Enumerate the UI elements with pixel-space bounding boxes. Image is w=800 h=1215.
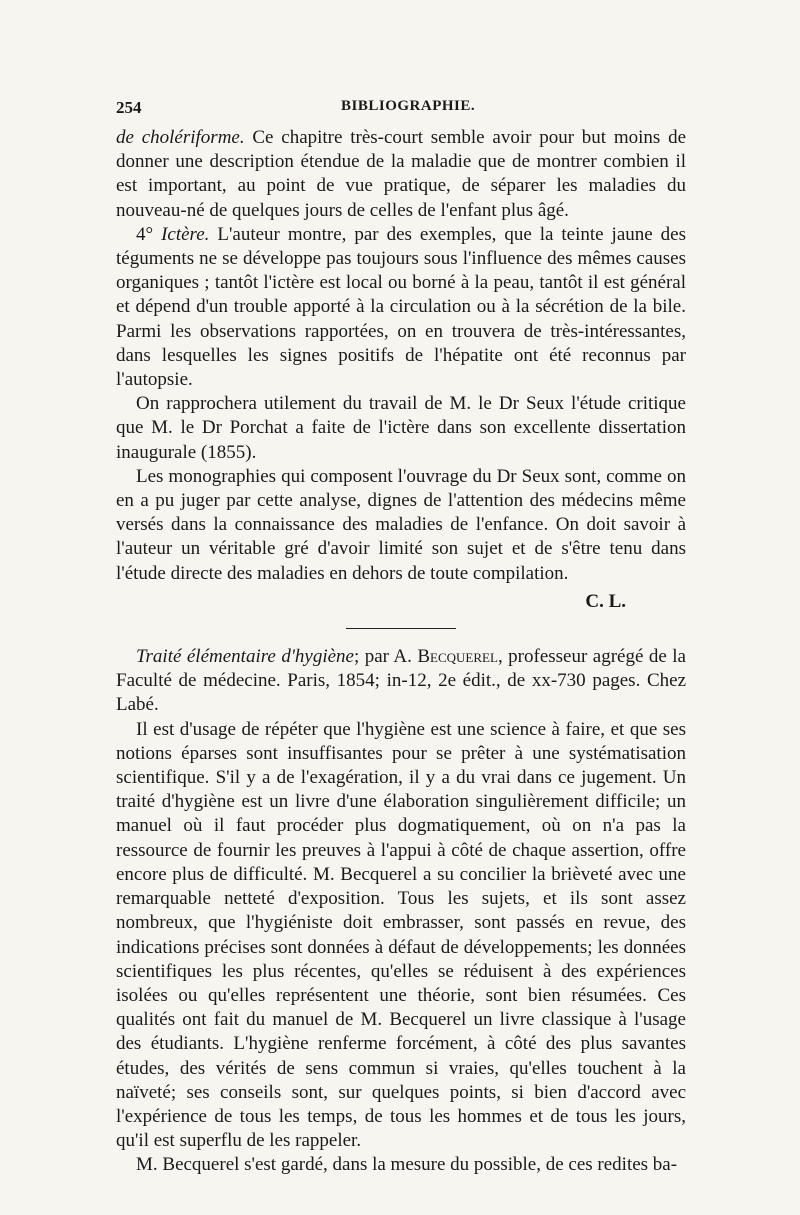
review2-paragraph-2: M. Becquerel s'est gardé, dans la mesure du possible, de ces redites ba- <box>136 1154 678 1176</box>
review1-paragraph-1-text: Ce chapitre très-court semble avoir pour but moins de donner une description étendue de la maladie que de montrer combien il est important, au point de vue pratique, de séparer les maladies du nouveau-né de quelques jours de celles de l'enfant plus âgé. <box>116 127 687 221</box>
review1-paragraph-1 <box>116 126 686 223</box>
running-title: BIBLIOGRAPHIE. <box>341 98 476 114</box>
review1-signature: C. L. <box>585 590 626 612</box>
section-number: 4° <box>136 223 162 245</box>
review1-paragraph-3: On rapprochera utilement du travail de M. le Dr Seux l'étude critique que M. le Dr Porchat a faite de l'ictère dans son excellente dissertation inaugurale (1855). <box>116 393 686 463</box>
publication-details: , professeur agrégé de la Faculté de médecine. Paris, 1854; in-12, 2e édit., de xx-730 pages. Chez Labé. <box>116 646 686 716</box>
body-text <box>116 126 686 1178</box>
term-choleriforme: de cholériforme. <box>116 127 245 148</box>
review1-paragraph-2 <box>116 223 686 392</box>
review1-paragraph-2-text: L'auteur montre, par des exemples, que la teinte jaune des téguments ne se développe pas toujours sous l'influence des mêmes causes organiques ; tantôt l'ictère est local ou borné à la peau, tantôt il est général et dépend d'un trouble apporté à la circulation ou à la sécrétion de la bile. Parmi les observations rapportées, on en trouvera de très-intéressantes, dans lesquelles les signes positifs de l'hépatite ont été reconnus par l'autopsie. <box>116 223 686 391</box>
review1-paragraph-4: Les monographies qui composent l'ouvrage du Dr Seux sont, comme on en a pu juger par cette analyse, dignes de l'attention des médecins même versés dans la connaissance des maladies de l'enfance. On doit savoir à l'auteur un véritable gré d'avoir limité son sujet et de s'être tenu dans l'étude directe des maladies en dehors de toute compilation. <box>116 465 686 584</box>
term-ictere: Ictère. <box>161 223 210 245</box>
book-title: Traité élémentaire d'hygiène <box>136 646 354 668</box>
page-header <box>116 98 686 124</box>
review2-bibliographic-entry <box>116 645 686 718</box>
review2-paragraph-1: Il est d'usage de répéter que l'hygiène est une science à faire, et que ses notions éparses sont insuffisantes pour se prêter à une systématisation scientifique. S'il y a de l'exagération, il y a du vrai dans ce jugement. Un traité d'hygiène est un livre d'une élaboration singulièrement difficile; un manuel où il faut procéder plus dogmatiquement, où on n'a pas la ressource de fournir les preuves à l'appui à côté de chaque assertion, offre encore plus de difficulté. M. Becquerel a su concilier la brièveté avec une remarquable netteté d'exposition. Tous les sujets, et ils sont assez nombreux, que l'hygiéniste doit embrasser, sont passés en revue, des indications précises sont données à défaut de développements; les données scientifiques les plus récentes, qu'elles se réduisent à des expériences isolées ou qu'elles représentent une théorie, sont bien résumées. Ces qualités ont fait du manuel de M. Becquerel un livre classique à l'usage des étudiants. L'hygiène renferme forcément, à côté des plus savantes études, des vérités de sens commun si vraies, qu'elles touchent à la naïveté; ses conseils sont, sur quelques points, si bien d'accord avec l'expérience de tous les temps, de tous les hommes et de tous les jours, qu'il est superflu de les rappeler. <box>116 718 686 1152</box>
by-text: ; par A. <box>353 646 418 668</box>
section-divider <box>346 628 456 629</box>
author-name: Becquerel <box>417 646 498 668</box>
page-number: 254 <box>116 98 142 117</box>
